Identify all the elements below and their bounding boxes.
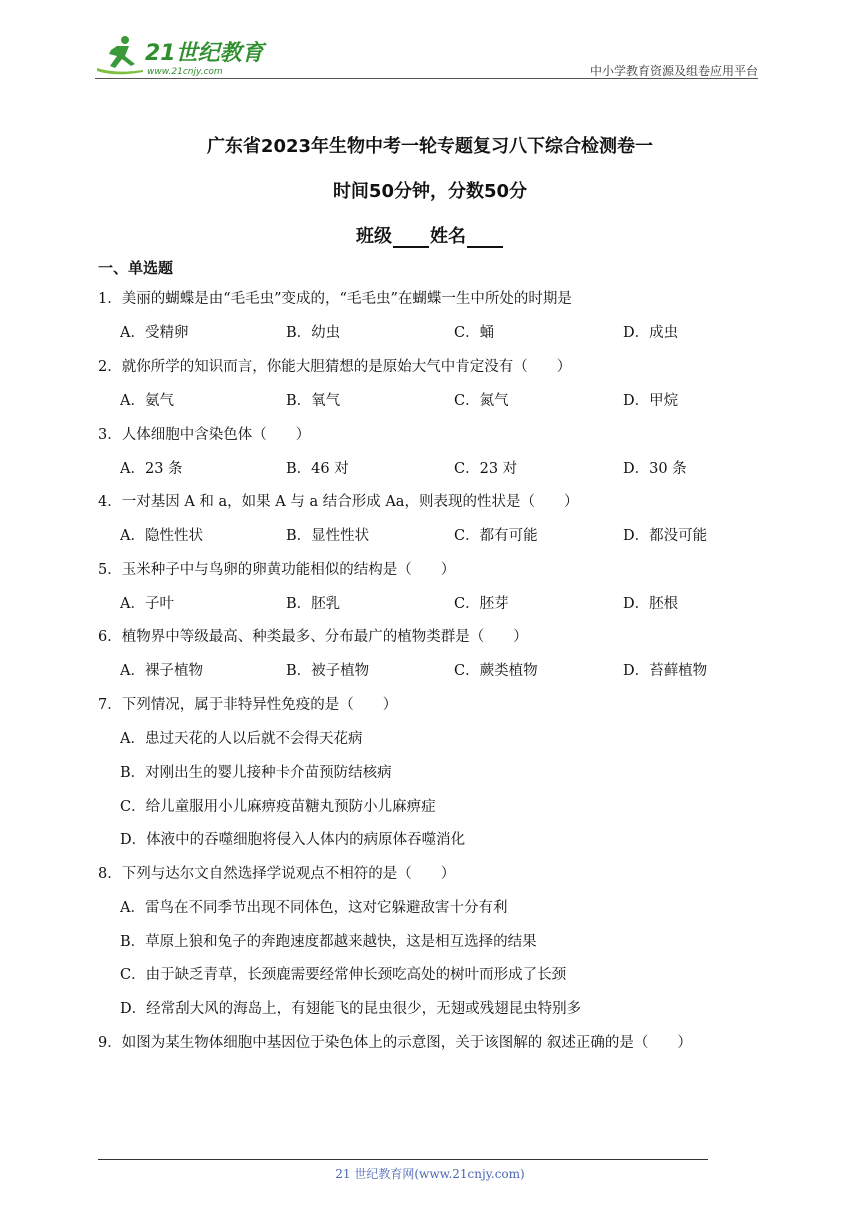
- option-b: B．氧气: [286, 393, 341, 409]
- logo-21cnjy: [95, 34, 270, 80]
- options-4: [120, 524, 740, 546]
- option-a: A．氨气: [120, 393, 174, 409]
- question-4: 4．一对基因 A 和 a，如果 A 与 a 结合形成 Aa，则表现的性状是（ ）: [98, 494, 579, 510]
- option-d: D．经常刮大风的海岛上，有翅能飞的昆虫很少，无翅或残翅昆虫特别多: [120, 1001, 582, 1017]
- option-c: C．23 对: [454, 461, 518, 477]
- option-a: A．23 条: [120, 461, 183, 477]
- class-name-line: [0, 222, 860, 248]
- section-heading: 一、单选题: [98, 259, 174, 277]
- question-1: 1．美丽的蝴蝶是由“毛毛虫”变成的，“毛毛虫”在蝴蝶一生中所处的时期是: [98, 291, 572, 307]
- option-d: D．30 条: [623, 461, 687, 477]
- option-a: A．子叶: [120, 596, 174, 612]
- option-d: D．甲烷: [623, 393, 679, 409]
- name-blank: [467, 228, 503, 248]
- option-d: D．体液中的吞噬细胞将侵入人体内的病原体吞噬消化: [120, 832, 466, 848]
- question-7: 7．下列情况，属于非特异性免疫的是（ ）: [98, 697, 398, 713]
- option-c: C．都有可能: [454, 528, 538, 544]
- page-header: [95, 34, 758, 80]
- options-6: [120, 659, 740, 681]
- options-5: [120, 592, 740, 614]
- option-b: B．幼虫: [286, 325, 341, 341]
- option-a: A．受精卵: [120, 325, 189, 341]
- option-c: C．给儿童服用小儿麻痹疫苗糖丸预防小儿麻痹症: [120, 799, 436, 815]
- svg-text:www.21cnjy.com: www.21cnjy.com: [147, 67, 223, 77]
- option-c: C．由于缺乏青草，长颈鹿需要经常伸长颈吃高处的树叶而形成了长颈: [120, 967, 567, 983]
- option-c: C．蛹: [454, 325, 495, 341]
- option-b: B．被子植物: [286, 663, 370, 679]
- option-d: D．都没可能: [623, 528, 708, 544]
- options-2: [120, 389, 740, 411]
- question-8: 8．下列与达尔文自然选择学说观点不相符的是（ ）: [98, 866, 456, 882]
- option-a: A．裸子植物: [120, 663, 203, 679]
- class-blank: [393, 228, 429, 248]
- option-a: A．隐性性状: [120, 528, 203, 544]
- question-2: 2．就你所学的知识而言，你能大胆猜想的是原始大气中肯定没有（ ）: [98, 359, 572, 375]
- option-a: A．患过天花的人以后就不会得天花病: [120, 731, 363, 747]
- option-d: D．胚根: [623, 596, 679, 612]
- question-6: 6．植物界中等级最高、种类最多、分布最广的植物类群是（ ）: [98, 629, 528, 645]
- question-5: 5．玉米种子中与鸟卵的卵黄功能相似的结构是（ ）: [98, 562, 456, 578]
- footer-divider: [98, 1159, 708, 1160]
- option-a: A．雷鸟在不同季节出现不同体色，这对它躲避敌害十分有利: [120, 900, 508, 916]
- option-b: B．草原上狼和兔子的奔跑速度都越来越快，这是相互选择的结果: [120, 934, 537, 950]
- option-b: B．46 对: [286, 461, 349, 477]
- option-d: D．成虫: [623, 325, 679, 341]
- option-c: C．氮气: [454, 393, 509, 409]
- options-1: [120, 321, 740, 343]
- question-3: 3．人体细胞中含染色体（ ）: [98, 427, 311, 443]
- header-divider: [95, 78, 758, 79]
- option-b: B．对刚出生的婴儿接种卡介苗预防结核病: [120, 765, 392, 781]
- exam-time-score: 时间50分钟，分数50分: [332, 181, 528, 202]
- option-c: C．蕨类植物: [454, 663, 538, 679]
- option-d: D．苔藓植物: [623, 663, 708, 679]
- platform-label: 中小学教育资源及组卷应用平台: [589, 64, 758, 78]
- options-3: [120, 457, 740, 479]
- option-b: B．显性性状: [286, 528, 370, 544]
- option-b: B．胚乳: [286, 596, 341, 612]
- svg-text:21世纪教育: 21世纪教育: [145, 41, 264, 66]
- class-label: 班级: [356, 226, 392, 247]
- footer-text: 21 世纪教育网(www.21cnjy.com): [335, 1167, 525, 1181]
- question-9: 9．如图为某生物体细胞中基因位于染色体上的示意图，关于该图解的 叙述正确的是（ ）: [98, 1035, 692, 1051]
- name-label: 姓名: [430, 226, 466, 247]
- option-c: C．胚芽: [454, 596, 509, 612]
- exam-title: 广东省2023年生物中考一轮专题复习八下综合检测卷一: [206, 136, 654, 157]
